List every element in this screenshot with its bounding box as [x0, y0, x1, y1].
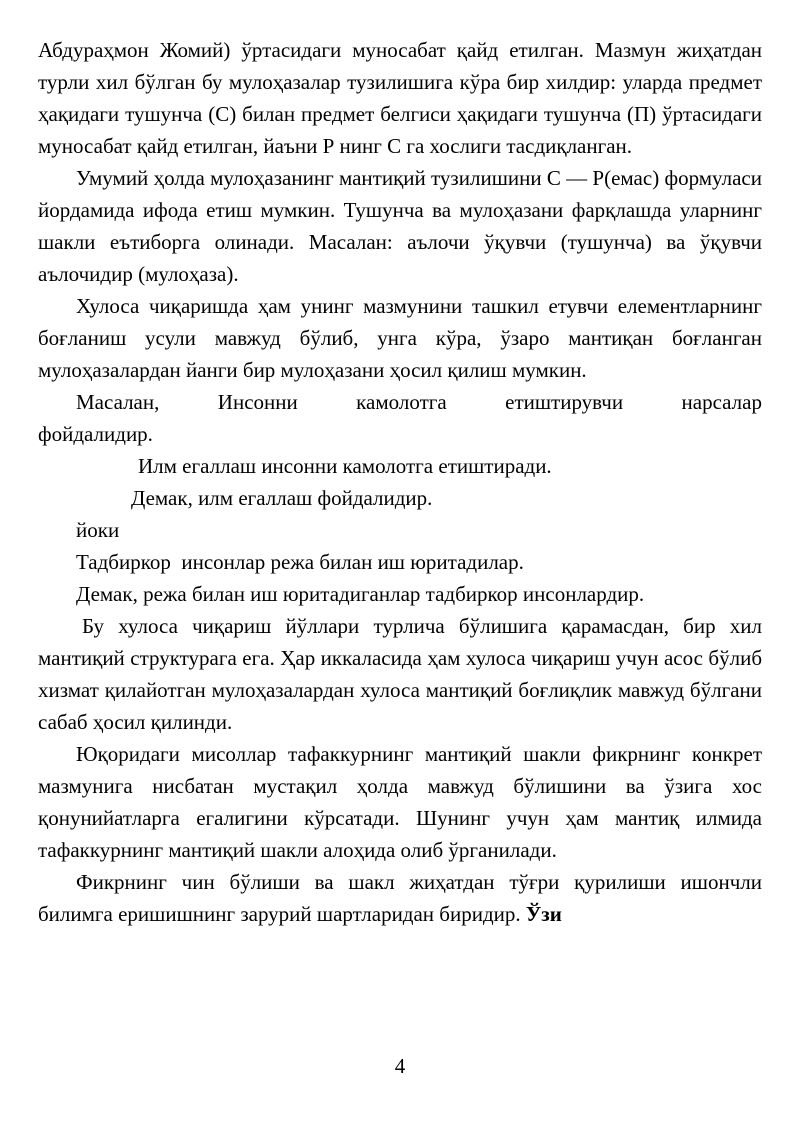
- example-1-premise-continuation: фойдалидир.: [38, 422, 153, 446]
- page-number: 4: [394, 1054, 406, 1078]
- example-1-premise-2: Илм егаллаш инсонни камолотга етиштиради.: [138, 454, 552, 478]
- example-1-conclusion: Демак, илм егаллаш фойдалидир.: [131, 486, 433, 510]
- paragraph-6-bold-word: Ўзи: [525, 902, 562, 926]
- paragraph-6-text: Фикрнинг чин бўлиши ва шакл жиҳатдан тўғри қурилиши ишончли билимга еришишнинг зарурий шартларидан биридир.: [38, 870, 762, 926]
- example-2-conclusion: Демак, режа билан иш юритадиганлар тадбиркор инсонлардир.: [76, 582, 645, 606]
- paragraph-3: Хулоса чиқаришда ҳам унинг мазмунини ташкил етувчи елементларнинг боғланиш усули мавжуд бўлиб, унга кўра, ўзаро мантиқан боғланган мулоҳазалардан йанги бир мулоҳазани ҳосил қилиш мумкин.: [38, 294, 762, 382]
- paragraph-2: Умумий ҳолда мулоҳазанинг мантиқий тузилишини С — Р(емас) формуласи йордамида ифода етиш мумкин. Тушунча ва мулоҳазани фарқлашда уларнинг шакли еътиборга олинади. Масалан: аълочи ўқувчи (тушунча) ва ўқувчи аълочидир (мулоҳаза).: [38, 166, 762, 286]
- example-2-premise: Тадбиркор инсонлар режа билан иш юритадилар.: [76, 550, 524, 574]
- example-1-premise-row: [38, 386, 762, 418]
- example-1-word: етиштирувчи: [505, 390, 624, 414]
- example-1-word: нарсалар: [681, 390, 762, 414]
- example-1-word: камолотга: [356, 390, 447, 414]
- paragraph-4: Бу хулоса чиқариш йўллари турлича бўлишига қарамасдан, бир хил мантиқий структурага ега. Ҳар иккаласида ҳам хулоса чиқариш учун асос бўлиб хизмат қилайотган мулоҳазалардан хулоса мантиқий боғлиқлик мавжуд бўлгани сабаб ҳосил қилинди.: [38, 614, 762, 734]
- example-1-word: Масалан,: [76, 390, 160, 414]
- document-page: [38, 34, 762, 930]
- example-1-word: Инсонни: [217, 390, 298, 414]
- or-word: йоки: [76, 518, 120, 542]
- paragraph-5: Юқоридаги мисоллар тафаккурнинг мантиқий шакли фикрнинг конкрет мазмунига нисбатан мустақил ҳолда мавжуд бўлишини ва ўзига хос қонунийатларга егалигини кўрсатади. Шунинг учун ҳам мантиқ илмида тафаккурнинг мантиқий шакли алоҳида олиб ўрганилади.: [38, 742, 762, 862]
- paragraph-1: Абдураҳмон Жомий) ўртасидаги муносабат қайд етилган. Мазмун жиҳатдан турли хил бўлган бу мулоҳазалар тузилишига кўра бир хилдир: уларда предмет ҳақидаги тушунча (С) билан предмет белгиси ҳақидаги тушунча (П) ўртасидаги муносабат қайд етилган, йаъни Р нинг С га хослиги тасдиқланган.: [38, 38, 762, 158]
- paragraph-6: [38, 866, 762, 930]
